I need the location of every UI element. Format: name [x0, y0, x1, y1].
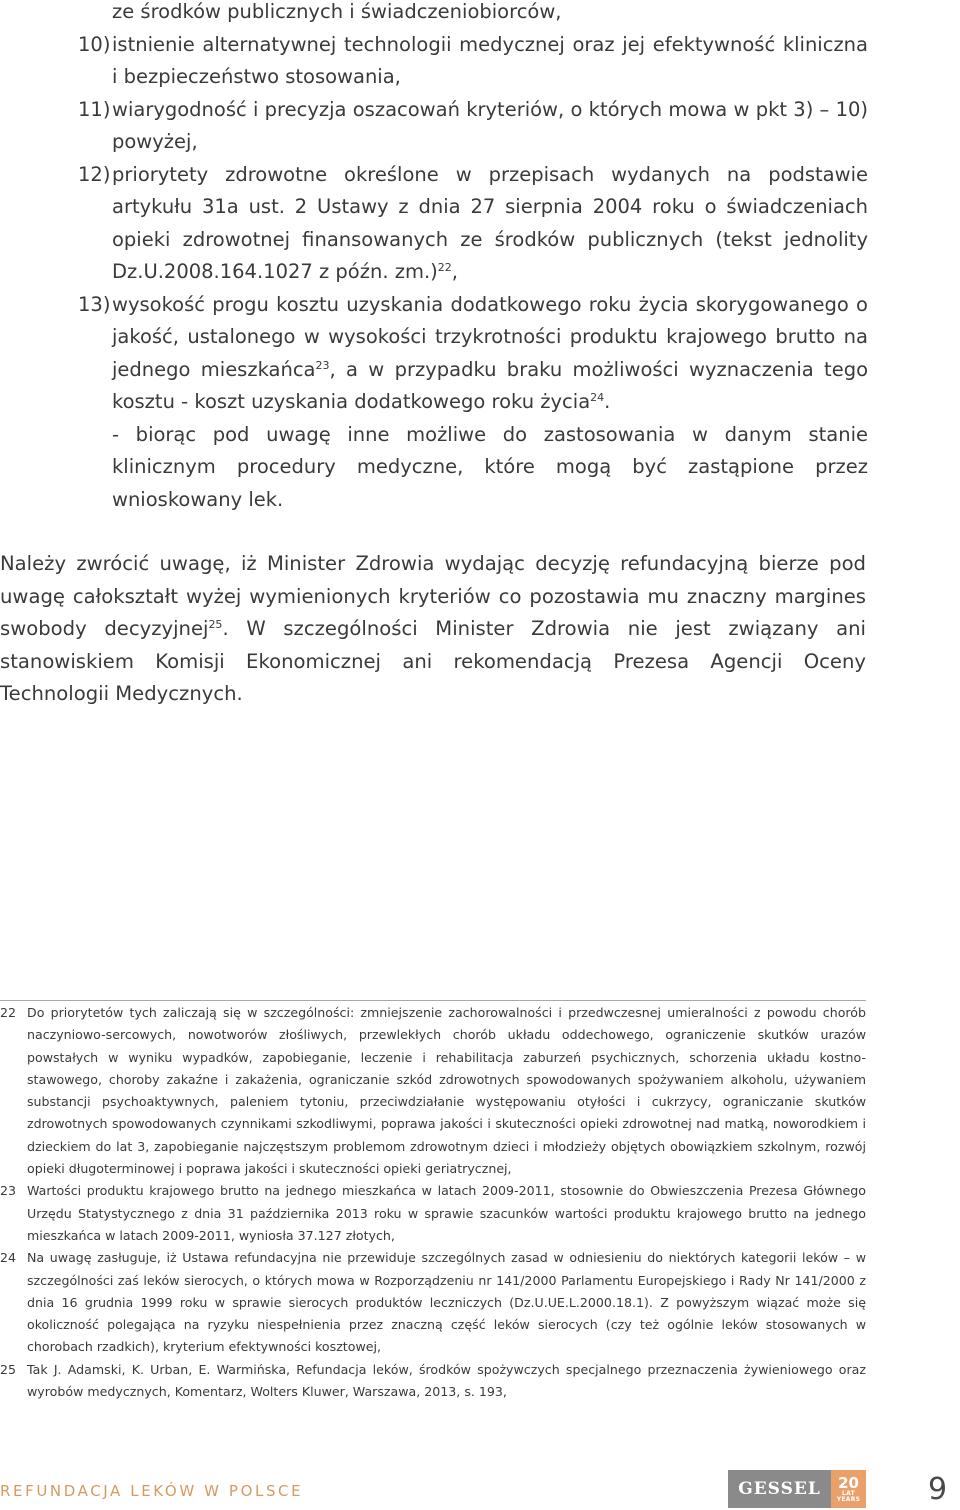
- list-item-text: [112, 289, 868, 419]
- list-tail-text: - biorąc pod uwagę inne możliwe do zastosowania w danym stanie klinicznym procedury medyczne, które mogą być zastąpione przez wnioskowany lek.: [112, 422, 868, 511]
- page-number: 9: [928, 1472, 948, 1507]
- footnote: [0, 1180, 866, 1247]
- list-item-text: [112, 159, 868, 289]
- body-paragraph: [0, 548, 866, 711]
- footnote-ref-25[interactable]: 25: [208, 618, 223, 631]
- list-item: [0, 94, 868, 159]
- list-item-text-body: priorytety zdrowotne określone w przepisach wydanych na podstawie artykułu 31a ust. 2 Ustawy z dnia 27 sierpnia 2004 roku o świadczeniach opieki zdrowotnej finansowanych ze środków publicznych (tekst jednolity Dz.U.2008.164.1027 z późn. zm.): [112, 162, 868, 283]
- footnote-ref-24[interactable]: 24: [590, 391, 605, 404]
- criteria-list: [0, 0, 868, 516]
- footnote-text: Wartości produktu krajowego brutto na jednego mieszkańca w latach 2009-2011, stosownie do Obwieszczenia Prezesa Głównego Urzędu Statystycznego z dnia 31 października 2013 roku w sprawie szacunków wartości produktu krajowego brutto na jednego mieszkańca w latach 2009-2011, wyniosła 37.127 złotych,: [27, 1183, 866, 1243]
- footnote-number: 24: [0, 1250, 17, 1266]
- paragraph-text: . W szczególności Minister Zdrowia nie jest związany ani stanowiskiem Komisji Ekonomicznej ani rekomendacją Prezesa Agencji Oceny Technologii Medycznych.: [0, 617, 866, 705]
- anniversary-badge: [831, 1470, 866, 1508]
- footnote-divider: [0, 1000, 866, 1001]
- footnote-number: 22: [0, 1005, 17, 1020]
- list-item-text-body: wysokość progu kosztu uzyskania dodatkowego roku życia skorygowanego o jakość, ustalonego w wysokości trzykrotności produktu krajowego brutto na jednego mieszkańca: [112, 292, 868, 381]
- gessel-logo: [728, 1470, 866, 1508]
- list-item-text: istnienie alternatywnej technologii medycznej oraz jej efektywność kliniczna i bezpieczeństwo stosowania,: [112, 32, 868, 88]
- badge-line-lat: LAT: [842, 1489, 855, 1497]
- list-item-number: 11): [78, 97, 111, 121]
- footnote-text: Do priorytetów tych zaliczają się w szczególności: zmniejszenie zachorowalności i przedwczesnej umieralności z powodu chorób naczyniowo-sercowych, nowotworów złośliwych, przewlekłych chorób układu oddechowego, ograniczenie skutków urazów powstałych w wyniku wypadków, zapobieganie, leczenie i rehabilitacja zaburzeń psychicznych, schorzenia układu kostno-stawowego, choroby zakaźne i zakażenia, ograniczanie szkód zdrowotnych spowodowanych spożywaniem alkoholu, używaniem substancji psychoaktywnych, paleniem tytoniu, przeciwdziałanie występowaniu otyłości i cukrzycy, ograniczanie skutków zdrowotnych spowodowanych czynnikami szkodliwymi, poprawa jakości i skuteczności opieki zdrowotnej nad matką, noworodkiem i dzieckiem do lat 3, zapobieganie najczęstszym problemom zdrowotnym dzieci i młodzieży objętych obowiązkiem szkolnym, rozwój opieki długoterminowej i poprawa jakości i skuteczności opieki geriatrycznej,: [27, 1005, 866, 1177]
- footnote-text: Tak J. Adamski, K. Urban, E. Warmińska, Refundacja leków, środków spożywczych specjalnego przeznaczenia żywieniowego oraz wyrobów medycznych, Komentarz, Wolters Kluwer, Warszawa, 2013, s. 193,: [27, 1361, 866, 1400]
- footnote-ref-23[interactable]: 23: [315, 358, 330, 372]
- footnote: [0, 1247, 866, 1358]
- list-continuation: [0, 0, 868, 29]
- list-item-text: wiarygodność i precyzja oszacowań kryteriów, o których mowa w pkt 3) – 10) powyżej,: [112, 97, 868, 153]
- badge-number: 20: [838, 1473, 859, 1492]
- list-item: [0, 29, 868, 94]
- footnote-text: Na uwagę zasługuje, iż Ustawa refundacyjna nie przewiduje szczególnych zasad w odniesieniu do niektórych kategorii leków – w szczególności zaś leków sierocych, o których mowa w Rozporządzeniu nr 141/2000 Parlamentu Europejskiego i Rady Nr 141/2000 z dnia 16 grudnia 1999 roku w sprawie sierocych produktów leczniczych (Dz.U.UE.L.2000.18.1). Z powyższym wiązać może się okoliczność polegająca na ryzyku niespełnienia przez znaczną część leków sierocych (czy też ogólnie leków stosowanych w chorobach rzadkich), kryterium efektywności kosztowej,: [27, 1250, 866, 1355]
- paragraph-text: Należy zwrócić uwagę, iż Minister Zdrowia wydając decyzję refundacyjną bierze pod uwagę całokształt wyżej wymienionych kryteriów co pozostawia mu znaczny margines swobody decyzyjnej: [0, 552, 866, 640]
- badge-line-years: YEARS: [836, 1495, 861, 1503]
- list-tail: [0, 419, 868, 517]
- footnote-number: 25: [0, 1361, 17, 1377]
- logo-wordmark: GESSEL: [728, 1470, 831, 1508]
- footnote-number: 23: [0, 1183, 17, 1199]
- list-item-number: 12): [78, 162, 111, 186]
- page-footer: [0, 1470, 960, 1510]
- list-continuation-text: ze środków publicznych i świadczeniobiorców,: [112, 0, 562, 23]
- footnote: [0, 1359, 866, 1404]
- list-item-punct: .: [604, 390, 611, 413]
- footer-title: REFUNDACJA LEKÓW W POLSCE: [0, 1482, 304, 1500]
- list-item: [0, 159, 868, 289]
- list-item-number: 13): [78, 292, 111, 316]
- list-item-text-body: , a w przypadku braku możliwości wyznaczenia tego kosztu - koszt uzyskania dodatkowego roku życia: [112, 357, 868, 413]
- footnotes: [0, 1002, 866, 1403]
- list-item-number: 10): [78, 32, 111, 56]
- list-item: [0, 289, 868, 419]
- list-item-punct: ,: [451, 260, 458, 283]
- footnote-ref-22[interactable]: 22: [437, 261, 452, 274]
- footnote: [0, 1002, 866, 1180]
